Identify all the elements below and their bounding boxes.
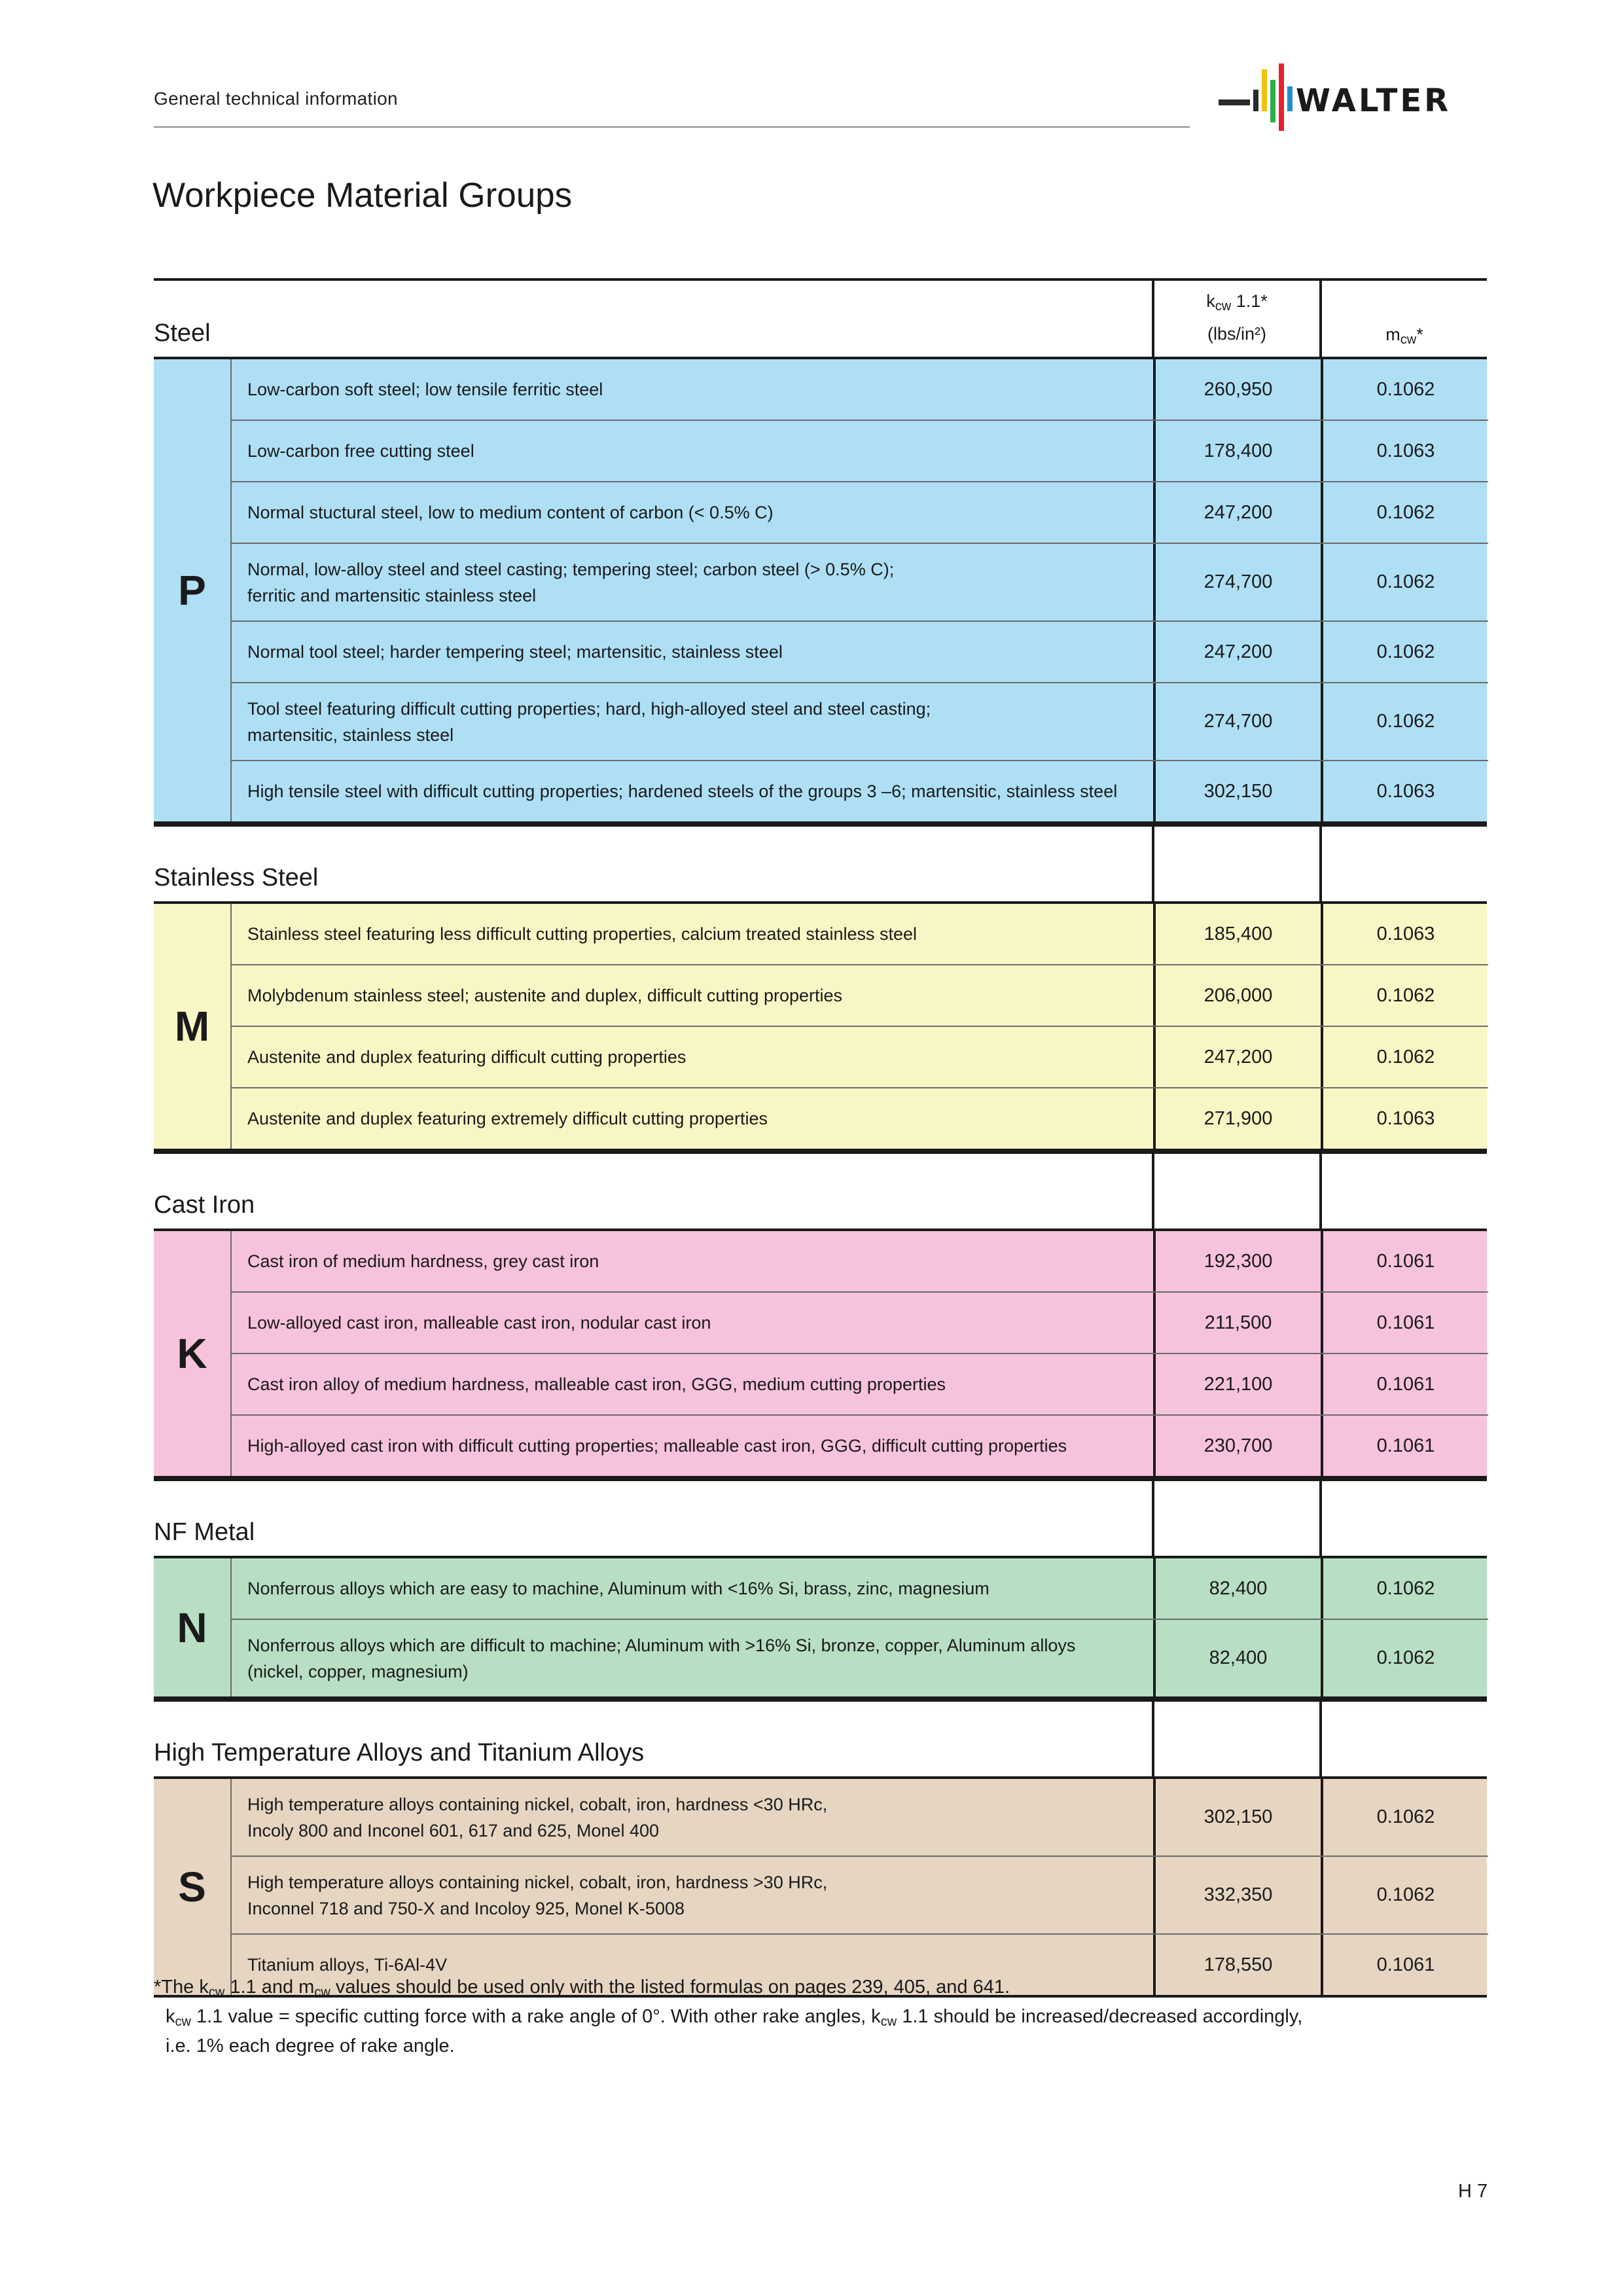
table-row — [232, 964, 1488, 1026]
group-rows — [232, 1558, 1488, 1696]
mcw-value: 0.1062 — [1321, 1558, 1488, 1619]
mcw-value: 0.1063 — [1321, 904, 1488, 964]
material-description: High temperature alloys containing nickel, cobalt, iron, hardness <30 HRc, Incoly 800 and Inconel 601, 617 and 625, Monel 400 — [247, 1794, 828, 1840]
mcw-value: 0.1062 — [1321, 544, 1488, 620]
material-description: High tensile steel with difficult cutting properties; hardened steels of the groups 3 –6; martensitic, stainless steel — [247, 781, 1118, 801]
group-rows — [232, 359, 1488, 821]
mcw-value: 0.1061 — [1321, 1935, 1488, 1995]
mcw-value: 0.1061 — [1321, 1416, 1488, 1476]
kcw-value: 274,700 — [1153, 683, 1321, 760]
kcw-header — [1152, 1481, 1319, 1556]
mcw-header — [1319, 1481, 1487, 1556]
table-row — [232, 359, 1488, 420]
kcw-value: 82,400 — [1153, 1620, 1321, 1696]
table-row — [232, 1558, 1488, 1619]
group-block — [154, 1558, 1487, 1699]
group-letter: M — [154, 904, 232, 1149]
kcw-value: 302,150 — [1153, 761, 1321, 821]
mcw-value: 0.1062 — [1321, 1027, 1488, 1087]
material-description: Nonferrous alloys which are difficult to machine; Aluminum with >16% Si, bronze, copper, Aluminum alloys (nickel, copper, magnesium) — [247, 1635, 1076, 1681]
group-header — [154, 824, 1487, 904]
mcw-value: 0.1062 — [1321, 683, 1488, 760]
group-rows — [232, 1779, 1488, 1995]
material-description: Normal tool steel; harder tempering steel; martensitic, stainless steel — [247, 642, 783, 662]
header-divider — [154, 126, 1190, 128]
material-description: Cast iron alloy of medium hardness, malleable cast iron, GGG, medium cutting properties — [247, 1374, 946, 1394]
walter-logo — [1219, 60, 1487, 132]
mcw-value: 0.1062 — [1321, 1857, 1488, 1933]
table-row — [232, 1856, 1488, 1933]
kcw-value: 271,900 — [1153, 1088, 1321, 1149]
logo-wordmark: WALTER — [1296, 82, 1452, 119]
group-block — [154, 1231, 1487, 1479]
mcw-value: 0.1062 — [1321, 1779, 1488, 1856]
table-row — [232, 543, 1488, 620]
table-row — [232, 1291, 1488, 1353]
mcw-value: 0.1062 — [1321, 482, 1488, 543]
group-title: Steel — [154, 319, 211, 347]
material-description: Austenite and duplex featuring difficult cutting properties — [247, 1047, 687, 1067]
kcw-value: 260,950 — [1153, 359, 1321, 420]
footnote: *The $k_{cw}$ 1.1 and $m_{cw}$ values should be used only with the listed formulas on pages 239, 405, and 641. $k_{cw}$ 1.1 value = specific cutting force with a rake angle of 0°. With other rake angles, $k_{cw}$ 1.1 should be increased/decreased accordingly, i.e. 1% each degree of rake angle. — [154, 1977, 1303, 2056]
material-description: Molybdenum stainless steel; austenite and duplex, difficult cutting properties — [247, 986, 843, 1005]
table-row — [232, 481, 1488, 543]
material-description: Low-carbon free cutting steel — [247, 441, 474, 461]
mcw-value: 0.1063 — [1321, 1088, 1488, 1149]
material-groups-table — [154, 278, 1487, 1998]
material-description: Normal stuctural steel, low to medium content of carbon (< 0.5% C) — [247, 503, 774, 522]
table-row — [232, 1779, 1488, 1856]
group-title: Cast Iron — [154, 1191, 255, 1219]
mcw-header — [1319, 827, 1487, 901]
kcw-value: 230,700 — [1153, 1416, 1321, 1476]
page-number: H 7 — [1458, 2181, 1488, 2202]
table-row — [232, 904, 1488, 964]
group-header — [154, 1151, 1487, 1231]
kcw-value: 221,100 — [1153, 1354, 1321, 1414]
group-header — [154, 1479, 1487, 1558]
mcw-value: 0.1062 — [1321, 359, 1488, 420]
table-row — [232, 760, 1488, 821]
table-row — [232, 620, 1488, 682]
mcw-value: 0.1062 — [1321, 1620, 1488, 1696]
table-row — [232, 1353, 1488, 1414]
table-row — [232, 1619, 1488, 1696]
kcw-value: 332,350 — [1153, 1857, 1321, 1933]
mcw-value: 0.1063 — [1321, 761, 1488, 821]
mcw-value: 0.1062 — [1321, 622, 1488, 682]
kcw-value: 178,550 — [1153, 1935, 1321, 1995]
kcw-value: 192,300 — [1153, 1231, 1321, 1291]
material-description: Nonferrous alloys which are easy to machine, Aluminum with <16% Si, brass, zinc, magnesium — [247, 1579, 990, 1598]
group-block — [154, 1779, 1487, 1998]
material-description: High-alloyed cast iron with difficult cutting properties; malleable cast iron, GGG, difficult cutting properties — [247, 1436, 1067, 1456]
table-row — [232, 682, 1488, 760]
mcw-header — [1319, 1154, 1487, 1229]
mcw-header — [1319, 1702, 1487, 1776]
material-description: Austenite and duplex featuring extremely difficult cutting properties — [247, 1109, 768, 1128]
group-header — [154, 278, 1487, 359]
kcw-value: 178,400 — [1153, 421, 1321, 481]
kcw-header: $k_{cw}$ 1.1* (lbs/in²) — [1152, 281, 1319, 357]
mcw-value: 0.1061 — [1321, 1354, 1488, 1414]
material-description: Tool steel featuring difficult cutting properties; hard, high-alloyed steel and steel casting; martensitic, stainless steel — [247, 698, 931, 745]
group-letter: S — [154, 1779, 232, 1995]
kcw-header — [1152, 1702, 1319, 1776]
kcw-value: 274,700 — [1153, 544, 1321, 620]
material-description: Normal, low-alloy steel and steel casting; tempering steel; carbon steel (> 0.5% C); ferritic and martensitic stainless steel — [247, 559, 895, 605]
kcw-value: 211,500 — [1153, 1293, 1321, 1353]
group-block — [154, 904, 1487, 1151]
kcw-value: 247,200 — [1153, 482, 1321, 543]
group-letter: K — [154, 1231, 232, 1476]
mcw-value: 0.1062 — [1321, 965, 1488, 1026]
kcw-value: 206,000 — [1153, 965, 1321, 1026]
mcw-value: 0.1061 — [1321, 1293, 1488, 1353]
material-description: Low-alloyed cast iron, malleable cast iron, nodular cast iron — [247, 1313, 711, 1333]
group-rows — [232, 904, 1488, 1149]
mcw-header: $m_{cw}*$ — [1319, 281, 1487, 357]
group-title: NF Metal — [154, 1518, 255, 1546]
group-letter: N — [154, 1558, 232, 1696]
group-title: Stainless Steel — [154, 864, 319, 891]
group-letter: P — [154, 359, 232, 821]
mcw-value: 0.1063 — [1321, 421, 1488, 481]
group-title: High Temperature Alloys and Titanium Alloys — [154, 1739, 645, 1767]
page-title: Workpiece Material Groups — [152, 176, 573, 215]
material-description: Stainless steel featuring less difficult cutting properties, calcium treated stainless steel — [247, 924, 918, 944]
material-description: High temperature alloys containing nickel, cobalt, iron, hardness >30 HRc, Inconnel 718 and 750-X and Incoloy 925, Monel K-5008 — [247, 1872, 828, 1918]
material-description: Cast iron of medium hardness, grey cast iron — [247, 1251, 599, 1271]
table-row — [232, 1231, 1488, 1291]
kcw-value: 185,400 — [1153, 904, 1321, 964]
kcw-value: 247,200 — [1153, 1027, 1321, 1087]
table-row — [232, 420, 1488, 481]
material-description: Titanium alloys, Ti-6Al-4V — [247, 1955, 448, 1975]
kcw-header — [1152, 827, 1319, 901]
group-rows — [232, 1231, 1488, 1476]
kcw-value: 82,400 — [1153, 1558, 1321, 1619]
section-label: General technical information — [154, 88, 398, 109]
table-row — [232, 1414, 1488, 1476]
mcw-value: 0.1061 — [1321, 1231, 1488, 1291]
kcw-header — [1152, 1154, 1319, 1229]
group-header — [154, 1699, 1487, 1779]
group-block — [154, 359, 1487, 824]
material-description: Low-carbon soft steel; low tensile ferritic steel — [247, 380, 603, 399]
table-row — [232, 1026, 1488, 1087]
kcw-value: 247,200 — [1153, 622, 1321, 682]
kcw-value: 302,150 — [1153, 1779, 1321, 1856]
table-row — [232, 1087, 1488, 1149]
